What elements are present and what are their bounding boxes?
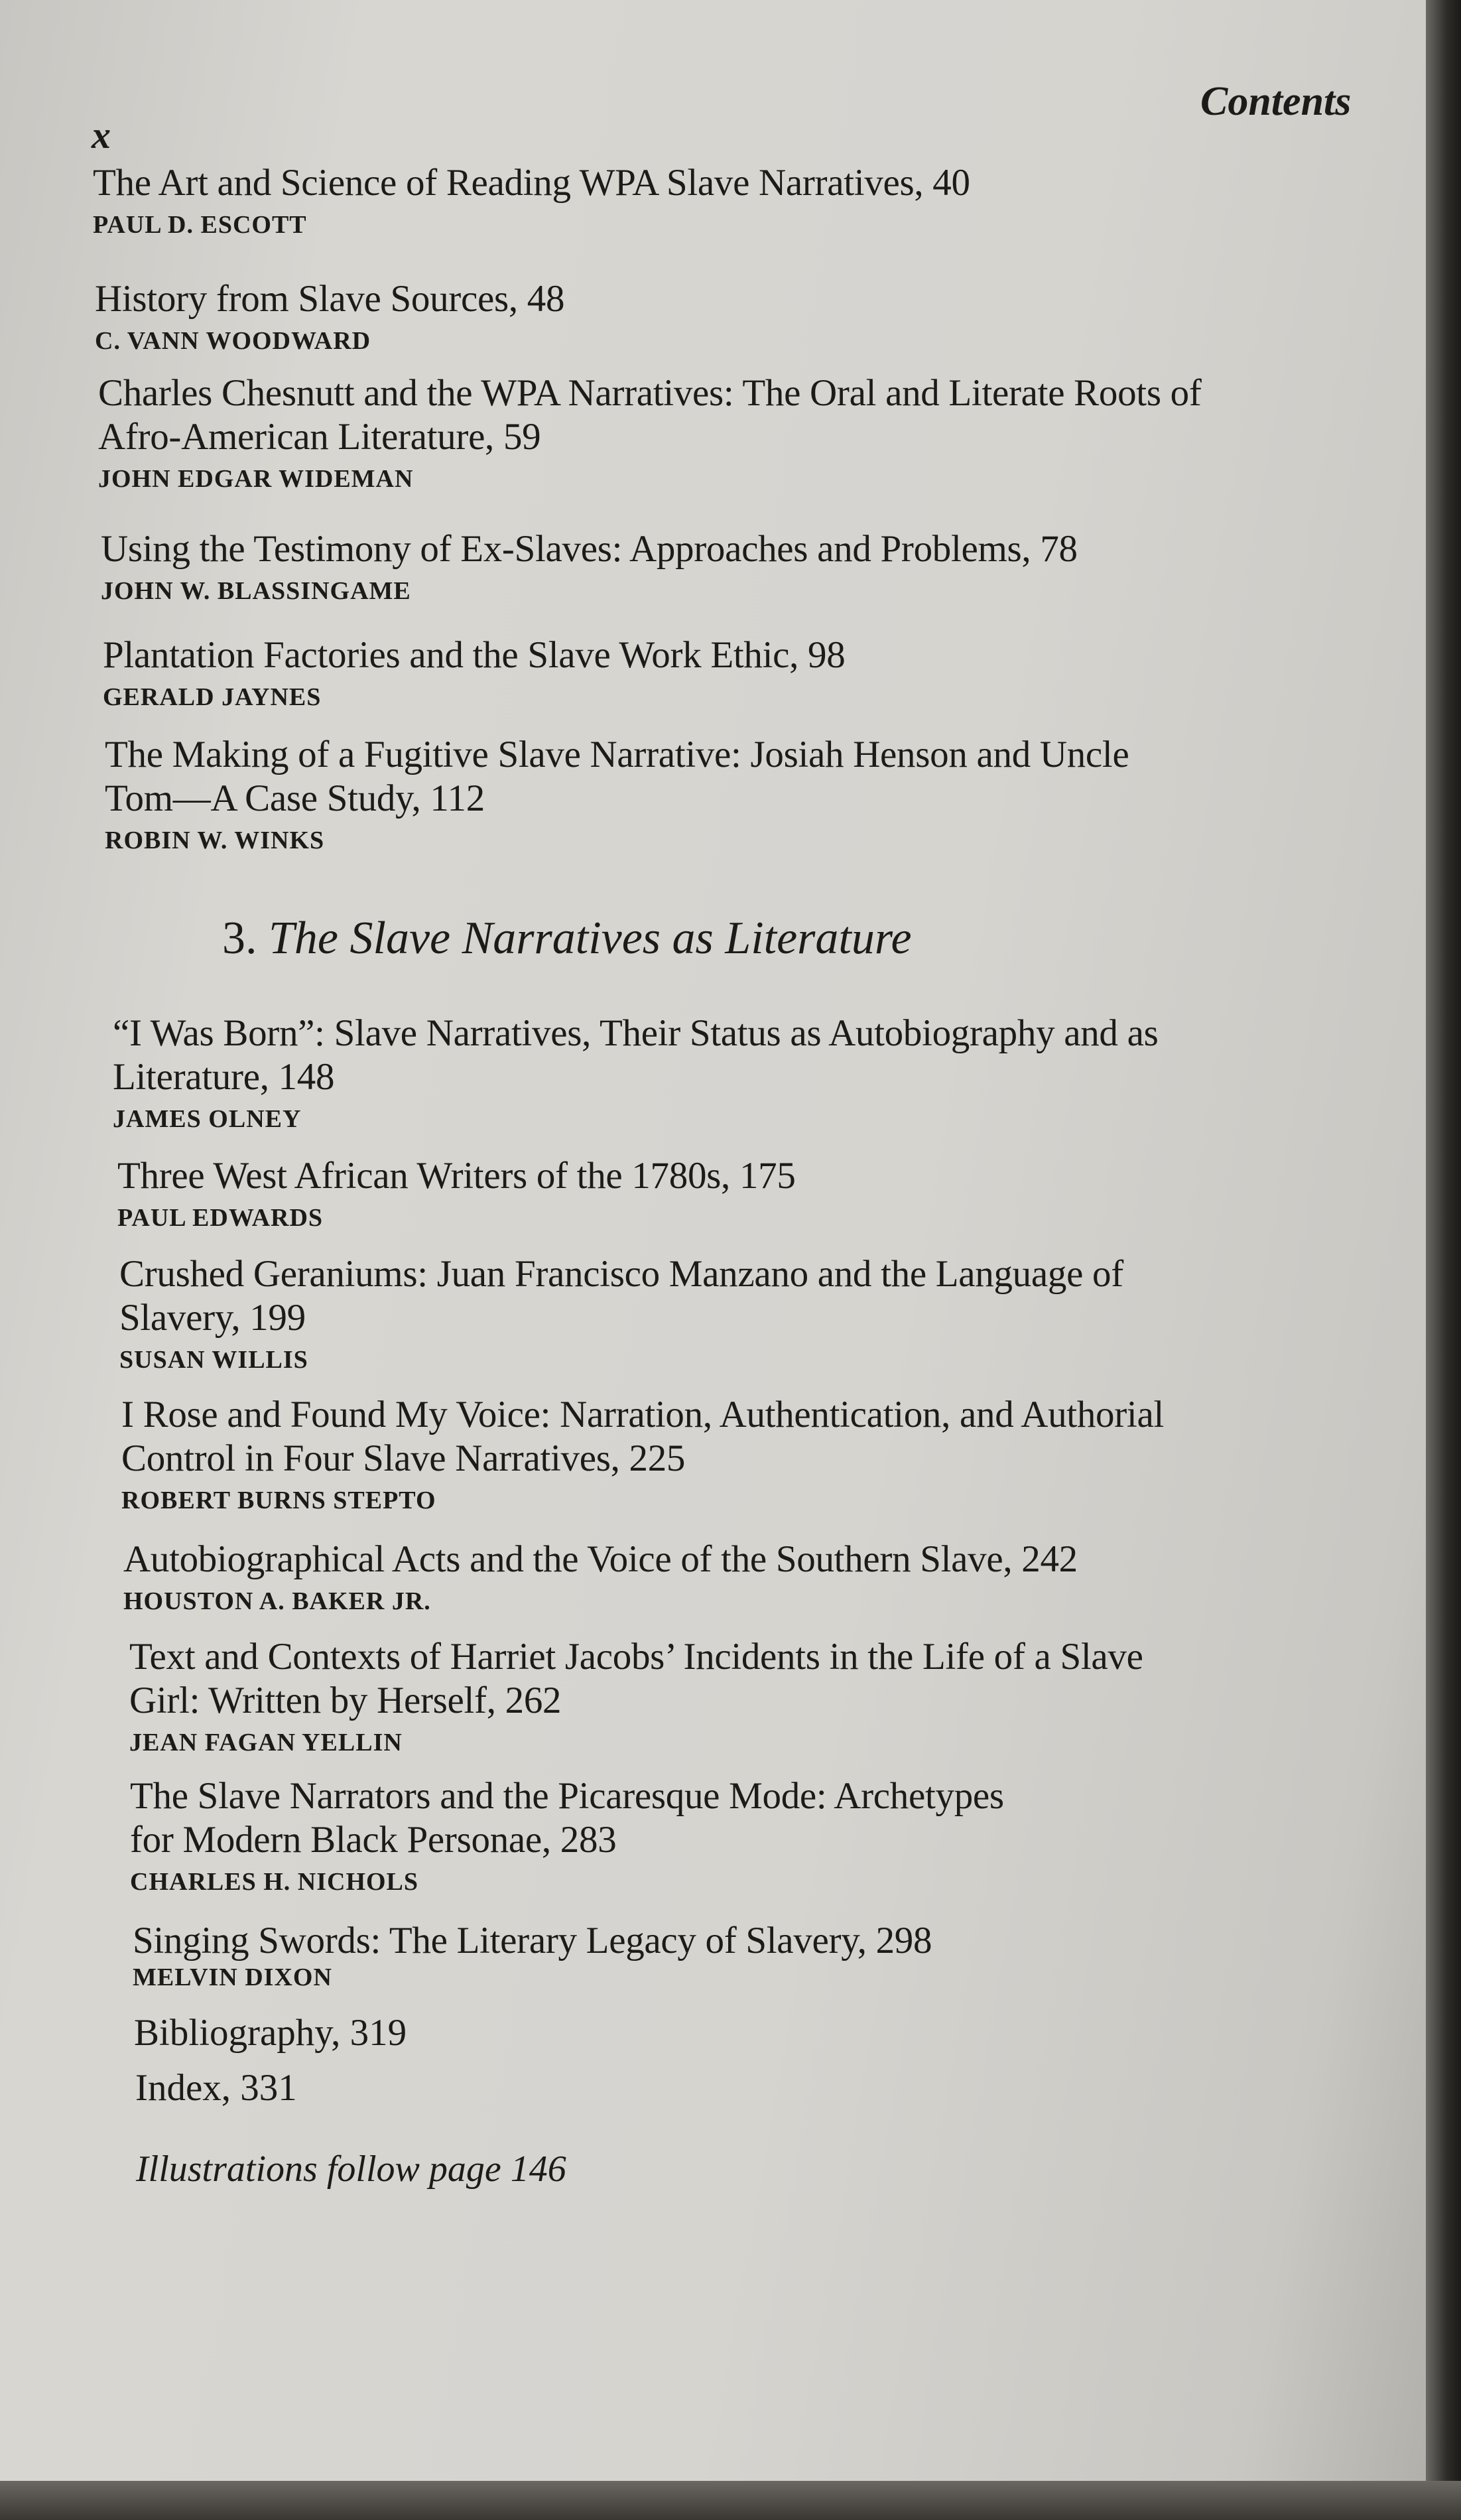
entry-author: CHARLES H. NICHOLS: [130, 1868, 419, 1896]
entry-title: Three West African Writers of the 1780s, 175: [117, 1155, 796, 1197]
entry-title: History from Slave Sources, 48: [95, 278, 565, 320]
page-number: x: [92, 113, 111, 157]
entry-author: PAUL EDWARDS: [117, 1204, 324, 1232]
toc-entry: [101, 527, 1361, 606]
entry-author: PAUL D. ESCOTT: [93, 211, 307, 239]
toc-entry: [113, 1012, 1293, 1134]
entry-author: MELVIN DIXON: [133, 1963, 332, 1991]
toc-entry: [121, 1393, 1169, 1515]
entry-title: I Rose and Found My Voice: Narration, Authentication, and Authorial Control in Four Slave Narratives, 225: [121, 1394, 1164, 1479]
running-head: Contents: [1200, 79, 1352, 124]
entry-title: The Art and Science of Reading WPA Slave Narratives, 40: [93, 162, 970, 204]
toc-entry: [103, 633, 1363, 712]
toc-entry: [130, 1774, 1019, 1896]
index-entry: Index, 331: [135, 2067, 297, 2109]
entry-author: JEAN FAGAN YELLIN: [129, 1729, 403, 1757]
illustrations-note: Illustrations follow page 146: [136, 2149, 566, 2190]
entry-title: Autobiographical Acts and the Voice of the Southern Slave, 242: [123, 1538, 1078, 1580]
page-edge-shadow: [1426, 0, 1461, 2520]
entry-title: Singing Swords: The Literary Legacy of Slavery, 298: [133, 1920, 932, 1961]
toc-entry: [117, 1154, 1377, 1232]
toc-entry: [123, 1538, 1383, 1616]
toc-entry: [93, 161, 1353, 239]
entry-author: JAMES OLNEY: [113, 1105, 302, 1133]
entry-author: C. VANN WOODWARD: [95, 327, 371, 355]
entry-author: SUSAN WILLIS: [119, 1346, 308, 1374]
toc-entry: [105, 733, 1192, 855]
entry-title: Text and Contexts of Harriet Jacobs’ Incidents in the Life of a Slave Girl: Written by Herself, 262: [129, 1636, 1143, 1721]
section-title: The Slave Narratives as Literature: [269, 913, 912, 964]
entry-author: ROBERT BURNS STEPTO: [121, 1487, 436, 1514]
entry-author: ROBIN W. WINKS: [105, 827, 325, 854]
toc-entry: [129, 1635, 1164, 1757]
entry-author: HOUSTON A. BAKER JR.: [123, 1587, 431, 1615]
entry-title: The Slave Narrators and the Picaresque Mode: Archetypes for Modern Black Personae, 283: [130, 1775, 1004, 1861]
entry-title: Crushed Geraniums: Juan Francisco Manzano and the Language of Slavery, 199: [119, 1253, 1123, 1339]
toc-entry: [98, 371, 1265, 494]
toc-entry: [95, 277, 1355, 356]
entry-author: GERALD JAYNES: [103, 683, 322, 711]
entry-title: Using the Testimony of Ex-Slaves: Approaches and Problems, 78: [101, 528, 1078, 570]
entry-author: JOHN EDGAR WIDEMAN: [98, 465, 414, 493]
page-bottom-shadow: [0, 2481, 1461, 2520]
entry-title: Charles Chesnutt and the WPA Narratives: The Oral and Literate Roots of Afro-American Literature, 59: [98, 372, 1202, 458]
entry-author: JOHN W. BLASSINGAME: [101, 577, 411, 605]
toc-entry: [119, 1252, 1234, 1374]
section-number: 3.: [222, 913, 257, 964]
section-heading: [222, 912, 912, 965]
entry-title: “I Was Born”: Slave Narratives, Their Status as Autobiography and as Literature, 148: [113, 1012, 1159, 1098]
bibliography-entry: Bibliography, 319: [134, 2012, 407, 2054]
entry-title: Plantation Factories and the Slave Work Ethic, 98: [103, 634, 846, 676]
toc-entry: [133, 1919, 1393, 1992]
entry-title: The Making of a Fugitive Slave Narrative: Josiah Henson and Uncle Tom—A Case Study, 112: [105, 734, 1129, 819]
